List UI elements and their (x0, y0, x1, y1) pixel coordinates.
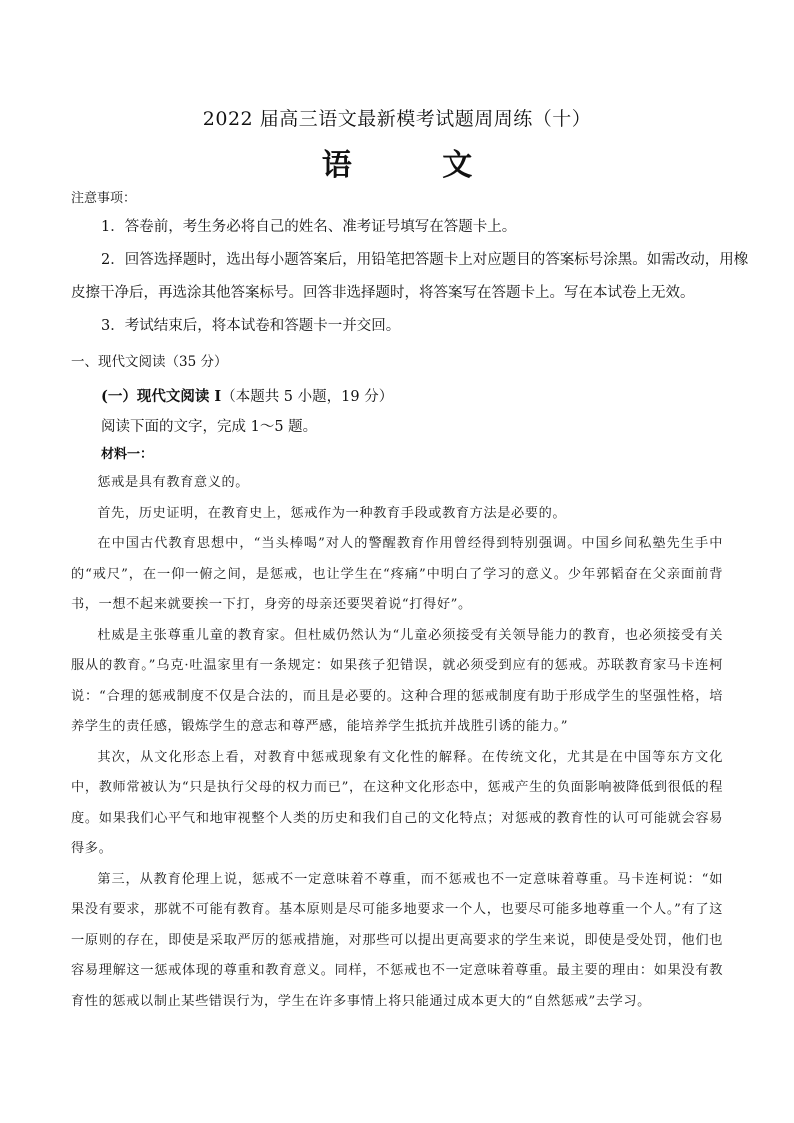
section-heading: 一、现代文阅读（35 分） (71, 354, 228, 370)
passage-paragraph: 其次，从文化形态上看，对教育中惩戒现象有文化性的解释。在传统文化，尤其是在中国等东方文化中，教师常被认为“只是执行父母的权力而已”，在这种文化形态中，惩戒产生的负面影响被降低到很低的程度。如果我们心平气和地审视整个人类的历史和我们自己的文化特点；对惩戒的教育性的认可可能就会容易得多。 (71, 749, 723, 856)
notice-item-2-cont: 皮擦干净后，再选涂其他答案标号。回答非选择题时，将答案写在答题卡上。写在本试卷上无效。 (71, 285, 695, 301)
notice-item-1: 1．答卷前，考生务必将自己的姓名、准考证号填写在答题卡上。 (101, 219, 517, 235)
passage-paragraph: 杜威是主张尊重儿童的教育家。但杜威仍然认为“儿童必须接受有关领导能力的教育，也必须接受有关服从的教育。”乌克·吐温家里有一条规定：如果孩子犯错误，就必须受到应有的惩戒。苏联教育家马卡连柯说：“合理的惩戒制度不仅是合法的，而且是必要的。这种合理的惩戒制度有助于形成学生的坚强性格，培养学生的责任感，锻炼学生的意志和尊严感，能培养学生抵抗并战胜引诱的能力。” (71, 627, 723, 734)
notice-item-2: 2．回答选择题时，选出每小题答案后，用铅笔把答题卡上对应题目的答案标号涂黑。如需改动，用橡 (101, 252, 749, 268)
passage-paragraph: 第三，从教育伦理上说，惩戒不一定意味着不尊重，而不惩戒也不一定意味着尊重。马卡连柯说：“如果没有要求，那就不可能有教育。基本原则是尽可能多地要求一个人，也要尽可能多地尊重一个人。”有了这一原则的存在，即使是采取严厉的惩戒措施，对那些可以提出更高要求的学生来说，即使是受处罚，他们也容易理解这一惩戒体现的尊重和教育意义。同样，不惩戒也不一定意味着尊重。最主要的理由：如果没有教育性的惩戒以制止某些错误行为，学生在许多事情上将只能通过成本更大的“自然惩戒”去学习。 (71, 871, 723, 1009)
instruction: 阅读下面的文字，完成 1～5 题。 (101, 419, 318, 435)
passage-paragraph: 在中国古代教育思想中，“当头棒喝”对人的警醒教育作用曾经得到特别强调。中国乡间私塾先生手中的“戒尺”，在一仰一俯之间，是惩戒，也让学生在“疼痛”中明白了学习的意义。少年郭韬奋在父亲面前背书，一想不起来就要挨一下打，身旁的母亲还要哭着说“打得好”。 (71, 536, 723, 612)
notice-item-3: 3．考试结束后，将本试卷和答题卡一并交回。 (101, 318, 401, 334)
sub-section-rest: （本题共 5 小题，19 分） (221, 389, 394, 405)
sub-section-bold: (一）现代文阅读 I (101, 388, 222, 405)
passage-paragraph: 首先，历史证明，在教育史上，惩戒作为一种教育手段或教育方法是必要的。 (97, 505, 567, 521)
material-label: 材料一： (101, 447, 154, 462)
exam-title: 2022 届高三语文最新模考试题周周练（十） (202, 108, 592, 130)
notice-label: 注意事项： (71, 191, 137, 206)
passage-paragraph: 惩戒是具有教育意义的。 (97, 475, 250, 490)
sub-section-heading (101, 385, 393, 406)
subject-title: 语 文 (321, 148, 513, 183)
passage (71, 468, 723, 1017)
